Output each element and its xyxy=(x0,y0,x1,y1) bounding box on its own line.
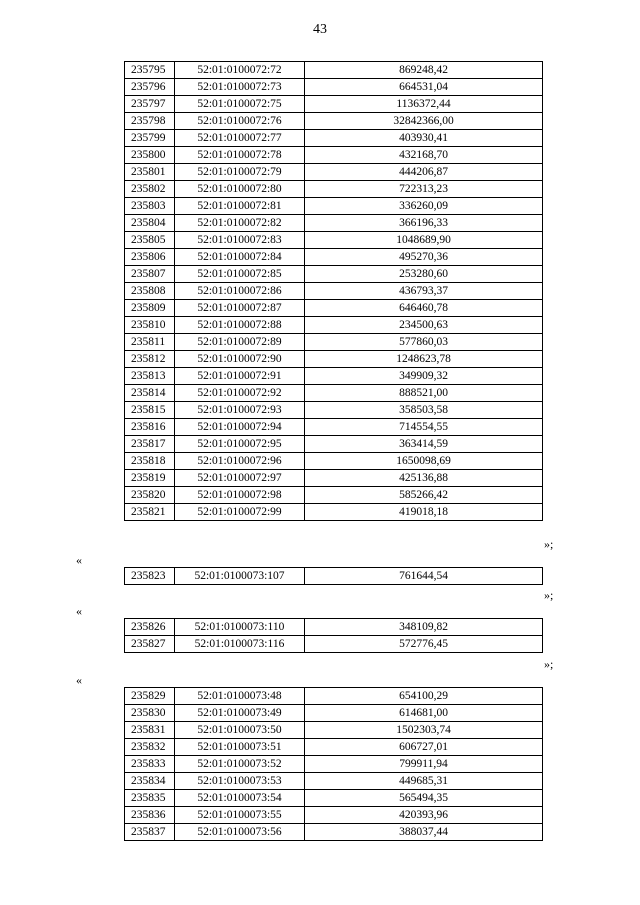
table-row xyxy=(125,807,543,824)
value-cell: 403930,41 xyxy=(305,130,543,147)
cadastral-table-1 xyxy=(124,61,543,521)
record-number-cell: 235823 xyxy=(125,568,175,585)
table-row xyxy=(125,181,543,198)
cadastral-number-cell: 52:01:0100072:98 xyxy=(175,487,305,504)
cadastral-number-cell: 52:01:0100072:78 xyxy=(175,147,305,164)
opening-quote-mark: « xyxy=(76,553,82,567)
page-number: 43 xyxy=(313,22,327,37)
record-number-cell: 235798 xyxy=(125,113,175,130)
value-cell: 366196,33 xyxy=(305,215,543,232)
table-row xyxy=(125,266,543,283)
record-number-cell: 235819 xyxy=(125,470,175,487)
record-number-cell: 235829 xyxy=(125,688,175,705)
table-body xyxy=(125,62,543,521)
table-row xyxy=(125,385,543,402)
table-body xyxy=(125,619,543,653)
table-row xyxy=(125,334,543,351)
value-cell: 572776,45 xyxy=(305,636,543,653)
cadastral-number-cell: 52:01:0100073:110 xyxy=(175,619,305,636)
table-row xyxy=(125,62,543,79)
value-cell: 336260,09 xyxy=(305,198,543,215)
cadastral-number-cell: 52:01:0100072:91 xyxy=(175,368,305,385)
value-cell: 664531,04 xyxy=(305,79,543,96)
value-cell: 565494,35 xyxy=(305,790,543,807)
value-cell: 1048689,90 xyxy=(305,232,543,249)
value-cell: 495270,36 xyxy=(305,249,543,266)
table-row xyxy=(125,283,543,300)
value-cell: 348109,82 xyxy=(305,619,543,636)
table-row xyxy=(125,249,543,266)
value-cell: 714554,55 xyxy=(305,419,543,436)
table-row xyxy=(125,619,543,636)
table-row xyxy=(125,300,543,317)
cadastral-number-cell: 52:01:0100072:96 xyxy=(175,453,305,470)
value-cell: 444206,87 xyxy=(305,164,543,181)
cadastral-table-2 xyxy=(124,567,543,585)
cadastral-number-cell: 52:01:0100072:81 xyxy=(175,198,305,215)
record-number-cell: 235816 xyxy=(125,419,175,436)
record-number-cell: 235813 xyxy=(125,368,175,385)
table-row xyxy=(125,113,543,130)
value-cell: 358503,58 xyxy=(305,402,543,419)
cadastral-number-cell: 52:01:0100072:79 xyxy=(175,164,305,181)
value-cell: 654100,29 xyxy=(305,688,543,705)
value-cell: 888521,00 xyxy=(305,385,543,402)
record-number-cell: 235820 xyxy=(125,487,175,504)
table-row xyxy=(125,487,543,504)
cadastral-number-cell: 52:01:0100073:55 xyxy=(175,807,305,824)
record-number-cell: 235835 xyxy=(125,790,175,807)
cadastral-table-3 xyxy=(124,618,543,653)
value-cell: 722313,23 xyxy=(305,181,543,198)
record-number-cell: 235814 xyxy=(125,385,175,402)
record-number-cell: 235818 xyxy=(125,453,175,470)
table-row xyxy=(125,688,543,705)
table-row xyxy=(125,504,543,521)
table-row xyxy=(125,419,543,436)
value-cell: 1248623,78 xyxy=(305,351,543,368)
table-row xyxy=(125,568,543,585)
cadastral-number-cell: 52:01:0100072:95 xyxy=(175,436,305,453)
cadastral-number-cell: 52:01:0100073:48 xyxy=(175,688,305,705)
cadastral-number-cell: 52:01:0100072:75 xyxy=(175,96,305,113)
cadastral-number-cell: 52:01:0100072:94 xyxy=(175,419,305,436)
table-row xyxy=(125,351,543,368)
table-row xyxy=(125,198,543,215)
record-number-cell: 235834 xyxy=(125,773,175,790)
value-cell: 425136,88 xyxy=(305,470,543,487)
value-cell: 436793,37 xyxy=(305,283,543,300)
cadastral-number-cell: 52:01:0100072:99 xyxy=(175,504,305,521)
value-cell: 349909,32 xyxy=(305,368,543,385)
table-row xyxy=(125,79,543,96)
record-number-cell: 235801 xyxy=(125,164,175,181)
cadastral-number-cell: 52:01:0100073:49 xyxy=(175,705,305,722)
table-row xyxy=(125,636,543,653)
opening-quote-mark: « xyxy=(76,673,82,687)
value-cell: 577860,03 xyxy=(305,334,543,351)
cadastral-number-cell: 52:01:0100073:50 xyxy=(175,722,305,739)
value-cell: 606727,01 xyxy=(305,739,543,756)
table-row xyxy=(125,756,543,773)
cadastral-number-cell: 52:01:0100072:88 xyxy=(175,317,305,334)
cadastral-number-cell: 52:01:0100073:53 xyxy=(175,773,305,790)
value-cell: 1650098,69 xyxy=(305,453,543,470)
record-number-cell: 235821 xyxy=(125,504,175,521)
table-body xyxy=(125,568,543,585)
table-row xyxy=(125,739,543,756)
cadastral-number-cell: 52:01:0100072:73 xyxy=(175,79,305,96)
value-cell: 253280,60 xyxy=(305,266,543,283)
cadastral-number-cell: 52:01:0100073:56 xyxy=(175,824,305,841)
table-row xyxy=(125,790,543,807)
table-row xyxy=(125,824,543,841)
record-number-cell: 235833 xyxy=(125,756,175,773)
value-cell: 432168,70 xyxy=(305,147,543,164)
value-cell: 585266,42 xyxy=(305,487,543,504)
cadastral-number-cell: 52:01:0100073:54 xyxy=(175,790,305,807)
cadastral-number-cell: 52:01:0100072:72 xyxy=(175,62,305,79)
record-number-cell: 235815 xyxy=(125,402,175,419)
cadastral-number-cell: 52:01:0100072:83 xyxy=(175,232,305,249)
value-cell: 449685,31 xyxy=(305,773,543,790)
record-number-cell: 235832 xyxy=(125,739,175,756)
value-cell: 646460,78 xyxy=(305,300,543,317)
cadastral-number-cell: 52:01:0100072:97 xyxy=(175,470,305,487)
record-number-cell: 235807 xyxy=(125,266,175,283)
record-number-cell: 235795 xyxy=(125,62,175,79)
table-row xyxy=(125,402,543,419)
table-row xyxy=(125,453,543,470)
value-cell: 363414,59 xyxy=(305,436,543,453)
record-number-cell: 235831 xyxy=(125,722,175,739)
cadastral-number-cell: 52:01:0100072:92 xyxy=(175,385,305,402)
cadastral-number-cell: 52:01:0100072:87 xyxy=(175,300,305,317)
record-number-cell: 235830 xyxy=(125,705,175,722)
cadastral-number-cell: 52:01:0100072:93 xyxy=(175,402,305,419)
value-cell: 761644,54 xyxy=(305,568,543,585)
cadastral-number-cell: 52:01:0100072:82 xyxy=(175,215,305,232)
record-number-cell: 235803 xyxy=(125,198,175,215)
table-row xyxy=(125,722,543,739)
closing-quote-mark: »; xyxy=(544,657,554,671)
value-cell: 614681,00 xyxy=(305,705,543,722)
table-row xyxy=(125,773,543,790)
cadastral-number-cell: 52:01:0100073:51 xyxy=(175,739,305,756)
cadastral-number-cell: 52:01:0100072:77 xyxy=(175,130,305,147)
table-row xyxy=(125,705,543,722)
cadastral-table-4 xyxy=(124,687,543,841)
table-body xyxy=(125,688,543,841)
value-cell: 799911,94 xyxy=(305,756,543,773)
cadastral-number-cell: 52:01:0100073:52 xyxy=(175,756,305,773)
record-number-cell: 235802 xyxy=(125,181,175,198)
value-cell: 388037,44 xyxy=(305,824,543,841)
cadastral-number-cell: 52:01:0100072:90 xyxy=(175,351,305,368)
record-number-cell: 235837 xyxy=(125,824,175,841)
cadastral-number-cell: 52:01:0100072:89 xyxy=(175,334,305,351)
record-number-cell: 235799 xyxy=(125,130,175,147)
record-number-cell: 235836 xyxy=(125,807,175,824)
closing-quote-mark: »; xyxy=(544,537,554,551)
value-cell: 234500,63 xyxy=(305,317,543,334)
cadastral-number-cell: 52:01:0100072:80 xyxy=(175,181,305,198)
cadastral-number-cell: 52:01:0100072:86 xyxy=(175,283,305,300)
cadastral-number-cell: 52:01:0100072:76 xyxy=(175,113,305,130)
table-row xyxy=(125,470,543,487)
record-number-cell: 235805 xyxy=(125,232,175,249)
record-number-cell: 235796 xyxy=(125,79,175,96)
table-row xyxy=(125,317,543,334)
record-number-cell: 235804 xyxy=(125,215,175,232)
cadastral-number-cell: 52:01:0100072:85 xyxy=(175,266,305,283)
value-cell: 1502303,74 xyxy=(305,722,543,739)
record-number-cell: 235811 xyxy=(125,334,175,351)
value-cell: 32842366,00 xyxy=(305,113,543,130)
cadastral-number-cell: 52:01:0100073:107 xyxy=(175,568,305,585)
record-number-cell: 235800 xyxy=(125,147,175,164)
record-number-cell: 235812 xyxy=(125,351,175,368)
opening-quote-mark: « xyxy=(76,604,82,618)
record-number-cell: 235826 xyxy=(125,619,175,636)
record-number-cell: 235827 xyxy=(125,636,175,653)
table-row xyxy=(125,147,543,164)
cadastral-number-cell: 52:01:0100073:116 xyxy=(175,636,305,653)
record-number-cell: 235806 xyxy=(125,249,175,266)
record-number-cell: 235817 xyxy=(125,436,175,453)
table-row xyxy=(125,436,543,453)
value-cell: 419018,18 xyxy=(305,504,543,521)
table-row xyxy=(125,232,543,249)
table-row xyxy=(125,164,543,181)
record-number-cell: 235797 xyxy=(125,96,175,113)
table-row xyxy=(125,215,543,232)
table-row xyxy=(125,130,543,147)
value-cell: 420393,96 xyxy=(305,807,543,824)
table-row xyxy=(125,96,543,113)
closing-quote-mark: »; xyxy=(544,588,554,602)
value-cell: 1136372,44 xyxy=(305,96,543,113)
record-number-cell: 235810 xyxy=(125,317,175,334)
cadastral-number-cell: 52:01:0100072:84 xyxy=(175,249,305,266)
record-number-cell: 235808 xyxy=(125,283,175,300)
table-row xyxy=(125,368,543,385)
value-cell: 869248,42 xyxy=(305,62,543,79)
record-number-cell: 235809 xyxy=(125,300,175,317)
